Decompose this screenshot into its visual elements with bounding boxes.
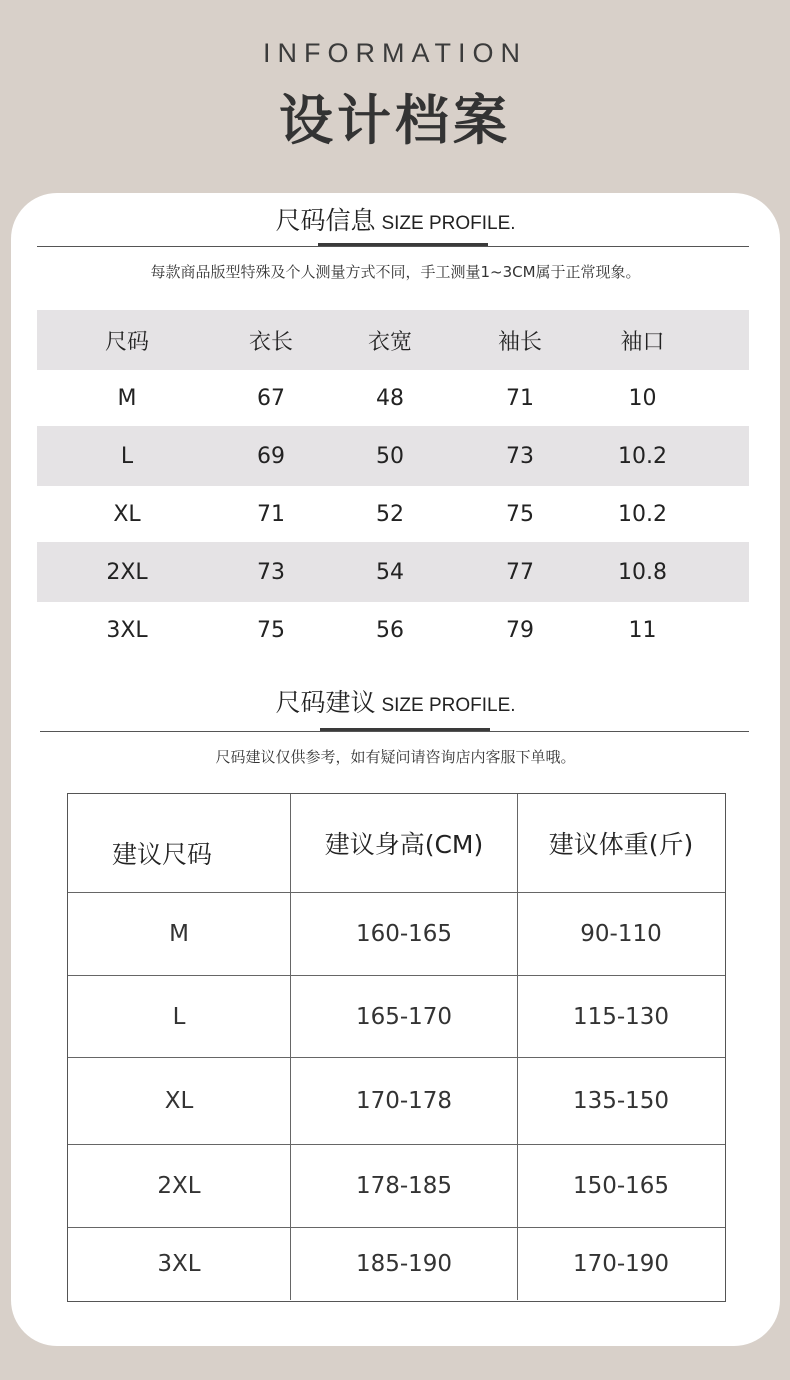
table-cell: 54: [376, 559, 404, 585]
table-cell: 10.2: [618, 443, 667, 469]
table-cell: M: [68, 893, 291, 975]
column-header: 建议体重(斤): [548, 830, 694, 859]
table-cell: 79: [506, 617, 534, 643]
table-row: [68, 1058, 725, 1145]
size-info-note: 每款商品版型特殊及个人测量方式不同，手工测量1~3CM属于正常现象。: [150, 263, 641, 281]
table-header-row: [37, 310, 749, 370]
table-cell: 160-165: [291, 893, 518, 975]
table-row: [37, 486, 749, 542]
page-title: 设计档案: [279, 89, 511, 152]
table-cell: 56: [376, 617, 404, 643]
table-cell: 52: [376, 501, 404, 527]
table-cell: L: [68, 976, 291, 1057]
table-cell: XL: [68, 1058, 291, 1144]
table-row: [37, 602, 749, 658]
table-cell: 3XL: [68, 1228, 291, 1300]
size-info-title: 尺码信息: [275, 206, 376, 235]
table-cell: 75: [257, 617, 285, 643]
table-cell: XL: [113, 501, 141, 527]
divider: [40, 731, 749, 732]
table-row: [68, 976, 725, 1058]
table-cell: 2XL: [68, 1145, 291, 1227]
table-row: [68, 893, 725, 976]
table-cell: 48: [376, 385, 404, 411]
table-cell: 50: [376, 443, 404, 469]
table-cell: 10.2: [618, 501, 667, 527]
table-row: [37, 426, 749, 486]
table-cell: 2XL: [106, 559, 148, 585]
table-cell: 115-130: [572, 1003, 670, 1030]
table-cell: 135-150: [572, 1088, 670, 1114]
table-cell: L: [120, 443, 134, 469]
divider-accent: [320, 728, 490, 731]
column-header: 建议身高(CM): [291, 794, 518, 892]
table-cell: 170-190: [572, 1251, 670, 1277]
size-info-table: [37, 310, 749, 658]
table-cell: 71: [257, 501, 285, 527]
table-cell: 3XL: [106, 617, 148, 643]
size-info-heading: [11, 201, 780, 237]
size-advice-heading: [11, 683, 780, 719]
table-cell: 10.8: [618, 559, 667, 585]
table-cell: M: [117, 385, 137, 411]
table-cell: 77: [506, 559, 534, 585]
divider: [37, 246, 749, 247]
table-row: [68, 1228, 725, 1300]
column-header: 袖口: [620, 329, 665, 355]
table-cell: 165-170: [291, 976, 518, 1057]
size-advice-table: [67, 793, 726, 1302]
table-cell: 71: [506, 385, 534, 411]
size-advice-subtitle: SIZE PROFILE.: [381, 695, 516, 716]
column-header: 衣长: [248, 329, 293, 355]
column-header: 衣宽: [367, 329, 412, 355]
table-cell: 67: [257, 385, 285, 411]
table-header-row: [68, 794, 725, 893]
table-row: [68, 1145, 725, 1228]
table-cell: 178-185: [291, 1145, 518, 1227]
table-cell: 11: [628, 617, 657, 643]
table-cell: 150-165: [572, 1173, 670, 1199]
table-row: [37, 542, 749, 602]
eyebrow-text: INFORMATION: [263, 38, 527, 68]
column-header: 袖长: [497, 329, 542, 355]
table-cell: 10: [628, 385, 657, 411]
size-advice-note: 尺码建议仅供参考，如有疑问请咨询店内客服下单哦。: [215, 748, 576, 766]
table-cell: 73: [257, 559, 285, 585]
content-card: [11, 193, 780, 1346]
column-header: 尺码: [104, 329, 149, 355]
size-advice-title: 尺码建议: [275, 688, 376, 717]
table-cell: 170-178: [291, 1058, 518, 1144]
table-cell: 75: [506, 501, 534, 527]
divider-accent: [318, 243, 488, 246]
table-cell: 90-110: [580, 921, 662, 947]
table-cell: 73: [506, 443, 534, 469]
size-info-subtitle: SIZE PROFILE.: [381, 213, 516, 234]
table-cell: 185-190: [291, 1228, 518, 1300]
table-cell: 69: [257, 443, 285, 469]
table-row: [37, 370, 749, 426]
column-header: 建议尺码: [68, 794, 291, 892]
